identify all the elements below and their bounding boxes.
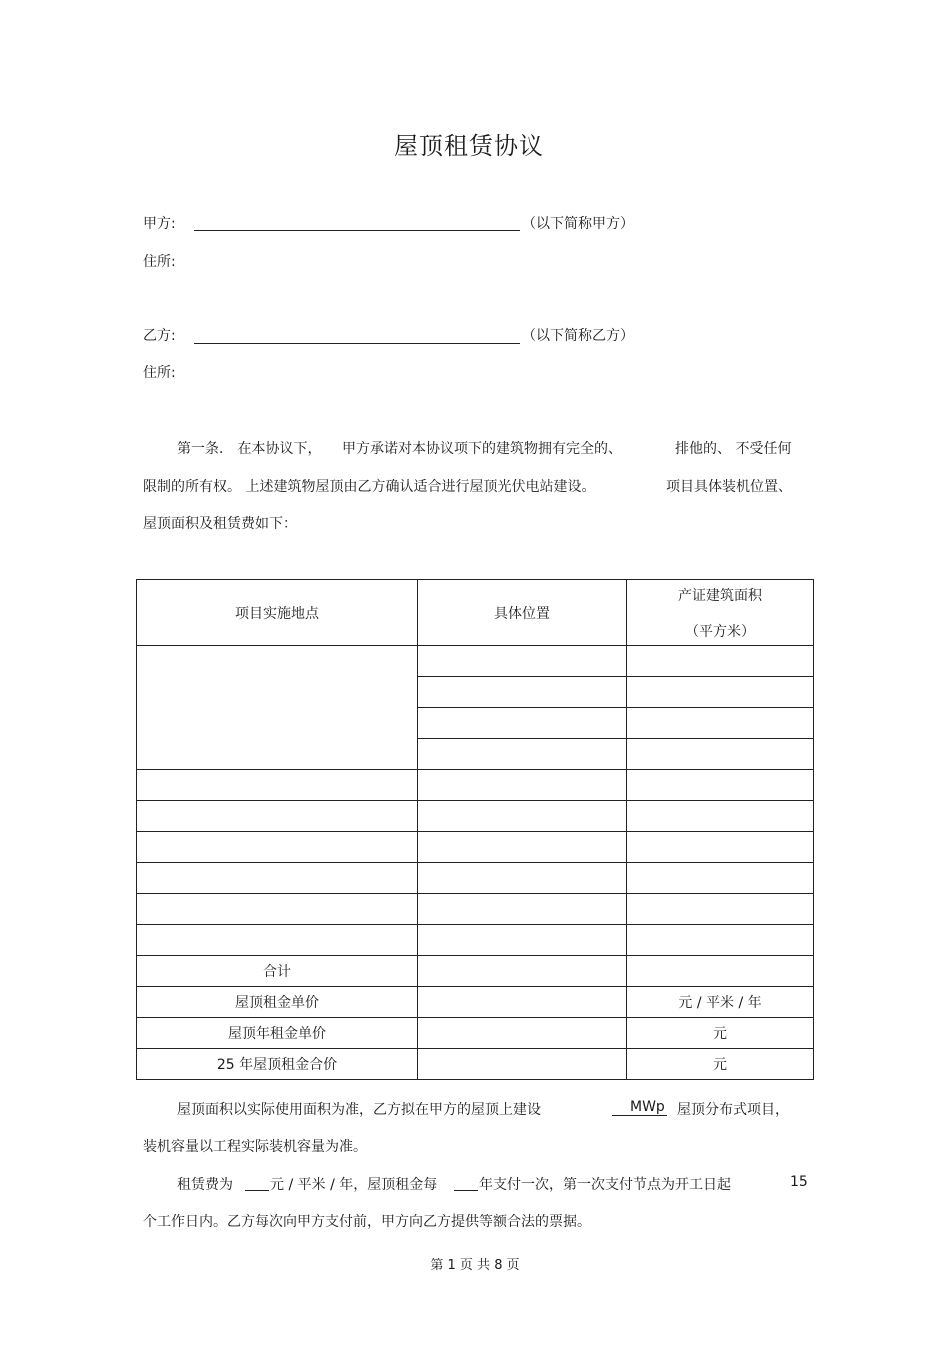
table-cell-position[interactable]: [418, 863, 627, 894]
table-cell-position[interactable]: [418, 708, 627, 739]
party-b-suffix: （以下简称乙方）: [522, 328, 634, 344]
table-cell-area[interactable]: [627, 646, 814, 677]
summary-total-label: 合计: [137, 956, 418, 987]
party-a-label: 甲方:: [143, 216, 176, 232]
summary-total-unit[interactable]: [627, 956, 814, 987]
article1-line1-b: 甲方承诺对本协议项下的建筑物拥有完全的、: [342, 441, 622, 457]
table-cell-position[interactable]: [418, 832, 627, 863]
summary-unit-price-label: 屋顶租金单价: [137, 987, 418, 1018]
para2-line2: 装机容量以工程实际装机容量为准。: [143, 1139, 367, 1155]
article1-line2-b: 项目具体装机位置、: [666, 479, 792, 495]
summary-25yr-total-label: 25 年屋顶租金合价: [137, 1049, 418, 1080]
article1-line3: 屋顶面积及租赁费如下：: [143, 516, 297, 532]
party-a-suffix: （以下简称甲方）: [522, 216, 634, 232]
para3-line1-c: 年支付一次，第一次支付节点为开工日起: [479, 1177, 731, 1193]
para2-line1-c: 屋顶分布式项目，: [677, 1102, 789, 1118]
table-cell-location[interactable]: [137, 770, 418, 801]
article1-line1-a: 第一条． 在本协议下，: [177, 441, 322, 457]
table-cell-area[interactable]: [627, 708, 814, 739]
summary-25yr-total-value[interactable]: [418, 1049, 627, 1080]
page-footer: 第 1 页 共 8 页: [430, 1258, 520, 1273]
summary-unit-price-unit: 元 / 平米 / 年: [627, 987, 814, 1018]
table-cell-position[interactable]: [418, 646, 627, 677]
para3-line1-b: 元 / 平米 / 年，屋顶租金每: [270, 1177, 438, 1193]
table-cell-area[interactable]: [627, 863, 814, 894]
table-cell-position[interactable]: [418, 770, 627, 801]
table-cell-location[interactable]: [137, 646, 418, 770]
party-a-blank[interactable]: [194, 230, 520, 231]
table-cell-area[interactable]: [627, 925, 814, 956]
header-area-line2: （平方米）: [685, 623, 755, 640]
rental-table: [136, 579, 814, 1080]
para3-line1-a: 租赁费为: [177, 1177, 233, 1193]
summary-25yr-total-unit: 元: [627, 1049, 814, 1080]
party-b-blank[interactable]: [194, 343, 520, 344]
party-a-address-label: 住所:: [143, 254, 176, 270]
para3-interval-blank[interactable]: [454, 1190, 478, 1191]
para2-capacity-blank[interactable]: MWp: [612, 1099, 667, 1116]
table-cell-area[interactable]: [627, 832, 814, 863]
para3-price-blank[interactable]: [245, 1190, 269, 1191]
para2-line1-a: 屋顶面积以实际使用面积为准，乙方拟在甲方的屋顶上建设: [177, 1102, 541, 1118]
table-cell-area[interactable]: [627, 894, 814, 925]
summary-annual-price-label: 屋顶年租金单价: [137, 1018, 418, 1049]
summary-annual-price-value[interactable]: [418, 1018, 627, 1049]
table-cell-position[interactable]: [418, 677, 627, 708]
article1-line2-a: 限制的所有权。 上述建筑物屋顶由乙方确认适合进行屋顶光伏电站建设。: [143, 479, 596, 495]
table-cell-location[interactable]: [137, 925, 418, 956]
header-area: [627, 580, 814, 646]
header-area-line1: 产证建筑面积: [678, 587, 762, 604]
summary-unit-price-value[interactable]: [418, 987, 627, 1018]
table-cell-position[interactable]: [418, 894, 627, 925]
para3-line1-d: 15: [790, 1174, 808, 1190]
header-location: 项目实施地点: [137, 580, 418, 646]
page-title: 屋顶租赁协议: [394, 132, 544, 160]
table-cell-area[interactable]: [627, 739, 814, 770]
table-cell-position[interactable]: [418, 739, 627, 770]
party-b-label: 乙方:: [143, 328, 176, 344]
table-cell-position[interactable]: [418, 801, 627, 832]
table-cell-location[interactable]: [137, 863, 418, 894]
summary-total-value[interactable]: [418, 956, 627, 987]
table-cell-location[interactable]: [137, 832, 418, 863]
table-cell-area[interactable]: [627, 770, 814, 801]
party-b-address-label: 住所:: [143, 365, 176, 381]
header-position: 具体位置: [418, 580, 627, 646]
table-cell-area[interactable]: [627, 677, 814, 708]
summary-annual-price-unit: 元: [627, 1018, 814, 1049]
table-cell-area[interactable]: [627, 801, 814, 832]
article1-line1-c: 排他的、 不受任何: [675, 441, 792, 457]
para3-line2: 个工作日内。乙方每次向甲方支付前，甲方向乙方提供等额合法的票据。: [143, 1214, 591, 1230]
table-cell-location[interactable]: [137, 801, 418, 832]
table-cell-location[interactable]: [137, 894, 418, 925]
table-cell-position[interactable]: [418, 925, 627, 956]
